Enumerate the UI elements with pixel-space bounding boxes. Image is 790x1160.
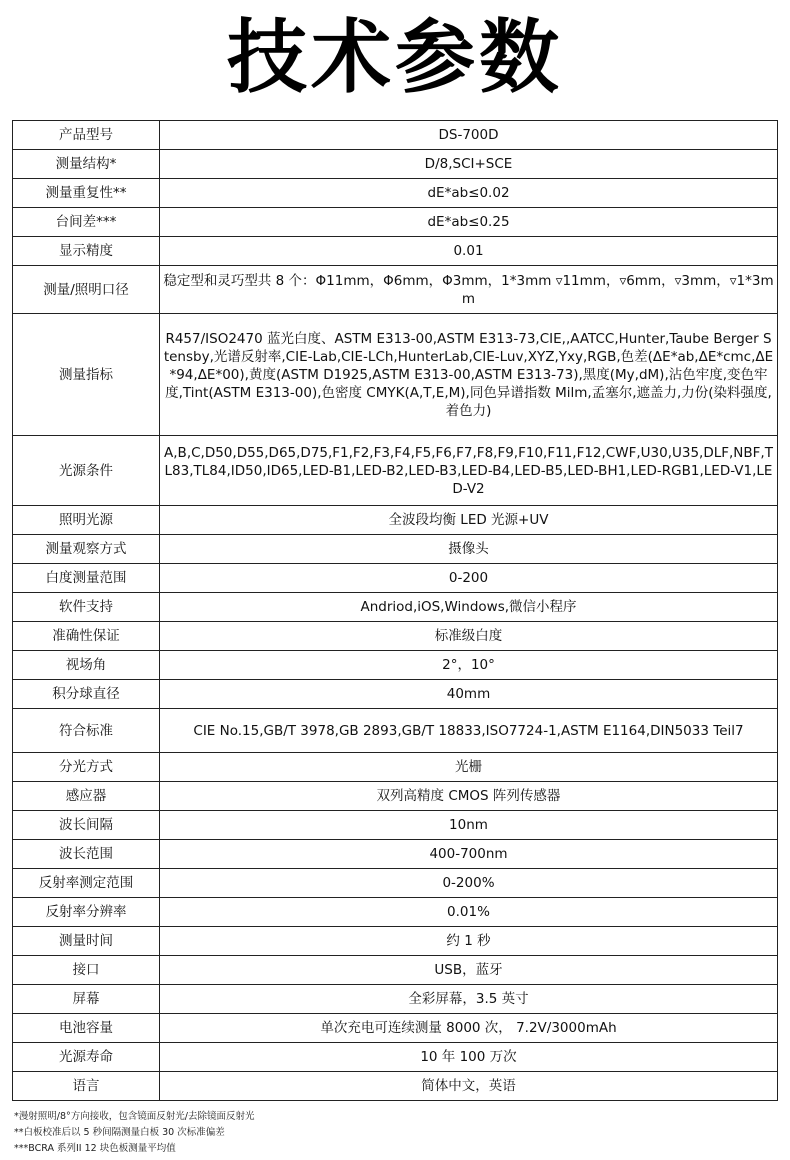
table-row xyxy=(13,869,778,898)
spec-value: dE*ab≤0.02 xyxy=(160,179,778,208)
table-row xyxy=(13,753,778,782)
table-row xyxy=(13,840,778,869)
spec-value: 10nm xyxy=(160,811,778,840)
spec-label: 光源寿命 xyxy=(13,1043,160,1072)
spec-label: 测量指标 xyxy=(13,314,160,436)
footnotes xyxy=(14,1109,774,1157)
spec-value: 全彩屏幕，3.5 英寸 xyxy=(160,985,778,1014)
spec-value: 标准级白度 xyxy=(160,622,778,651)
table-row xyxy=(13,622,778,651)
footnote: ***BCRA 系列II 12 块色板测量平均值 xyxy=(14,1143,176,1154)
spec-label: 反射率测定范围 xyxy=(13,869,160,898)
spec-label: 测量结构* xyxy=(13,150,160,179)
spec-value: 单次充电可连续测量 8000 次， 7.2V/3000mAh xyxy=(160,1014,778,1043)
spec-label: 感应器 xyxy=(13,782,160,811)
table-row xyxy=(13,208,778,237)
table-row xyxy=(13,709,778,753)
spec-value: Andriod,iOS,Windows,微信小程序 xyxy=(160,593,778,622)
spec-value: 光栅 xyxy=(160,753,778,782)
spec-value: 0-200 xyxy=(160,564,778,593)
spec-label: 电池容量 xyxy=(13,1014,160,1043)
table-row xyxy=(13,179,778,208)
page-title: 技术参数 xyxy=(227,11,563,104)
table-row xyxy=(13,506,778,535)
table-row xyxy=(13,237,778,266)
spec-label: 照明光源 xyxy=(13,506,160,535)
spec-value: 稳定型和灵巧型共 8 个：Φ11mm，Φ6mm，Φ3mm，1*3mm ▿11mm，▿6mm，▿3mm，▿1*3mm xyxy=(160,266,778,314)
spec-label: 准确性保证 xyxy=(13,622,160,651)
spec-value: 全波段均衡 LED 光源+UV xyxy=(160,506,778,535)
spec-value: 摄像头 xyxy=(160,535,778,564)
spec-value: 400-700nm xyxy=(160,840,778,869)
spec-label: 反射率分辨率 xyxy=(13,898,160,927)
spec-value: CIE No.15,GB/T 3978,GB 2893,GB/T 18833,ISO7724-1,ASTM E1164,DIN5033 Teil7 xyxy=(160,709,778,753)
spec-value: 40mm xyxy=(160,680,778,709)
table-row xyxy=(13,680,778,709)
table-row xyxy=(13,985,778,1014)
spec-value: 10 年 100 万次 xyxy=(160,1043,778,1072)
spec-value: DS-700D xyxy=(160,121,778,150)
spec-label: 语言 xyxy=(13,1072,160,1101)
spec-value: USB，蓝牙 xyxy=(160,956,778,985)
spec-label: 台间差*** xyxy=(13,208,160,237)
table-row xyxy=(13,811,778,840)
spec-label: 白度测量范围 xyxy=(13,564,160,593)
spec-label: 接口 xyxy=(13,956,160,985)
table-row xyxy=(13,121,778,150)
spec-label: 分光方式 xyxy=(13,753,160,782)
table-row xyxy=(13,266,778,314)
table-row xyxy=(13,593,778,622)
spec-label: 显示精度 xyxy=(13,237,160,266)
spec-value: 0.01% xyxy=(160,898,778,927)
spec-value: 0.01 xyxy=(160,237,778,266)
spec-label: 测量观察方式 xyxy=(13,535,160,564)
spec-label: 波长范围 xyxy=(13,840,160,869)
table-row xyxy=(13,898,778,927)
spec-value: A,B,C,D50,D55,D65,D75,F1,F2,F3,F4,F5,F6,F7,F8,F9,F10,F11,F12,CWF,U30,U35,DLF,NBF,TL83,TL84,ID50,ID65,LED-B1,LED-B2,LED-B3,LED-B4,LED-B5,LED-BH1,LED-RGB1,LED-V1,LED-V2 xyxy=(160,436,778,506)
table-row xyxy=(13,782,778,811)
table-row xyxy=(13,564,778,593)
table-row xyxy=(13,314,778,436)
table-row xyxy=(13,927,778,956)
spec-label: 测量重复性** xyxy=(13,179,160,208)
spec-label: 测量/照明口径 xyxy=(13,266,160,314)
table-row xyxy=(13,436,778,506)
table-row xyxy=(13,651,778,680)
footnote: **白板校准后以 5 秒间隔测量白板 30 次标准偏差 xyxy=(14,1127,225,1138)
table-row xyxy=(13,150,778,179)
spec-value: 约 1 秒 xyxy=(160,927,778,956)
spec-label: 符合标准 xyxy=(13,709,160,753)
spec-label: 光源条件 xyxy=(13,436,160,506)
spec-value: 2°，10° xyxy=(160,651,778,680)
table-row xyxy=(13,1014,778,1043)
table-row xyxy=(13,1072,778,1101)
table-row xyxy=(13,956,778,985)
spec-label: 视场角 xyxy=(13,651,160,680)
spec-label: 测量时间 xyxy=(13,927,160,956)
spec-value: dE*ab≤0.25 xyxy=(160,208,778,237)
footnote: *漫射照明/8°方向接收，包含镜面反射光/去除镜面反射光 xyxy=(14,1111,255,1122)
table-row xyxy=(13,1043,778,1072)
spec-label: 波长间隔 xyxy=(13,811,160,840)
spec-value: 0-200% xyxy=(160,869,778,898)
spec-value: 简体中文，英语 xyxy=(160,1072,778,1101)
spec-label: 积分球直径 xyxy=(13,680,160,709)
spec-label: 软件支持 xyxy=(13,593,160,622)
spec-value: R457/ISO2470 蓝光白度、ASTM E313-00,ASTM E313-73,CIE,,AATCC,Hunter,Taube Berger Stensby,光谱反射率,CIE-Lab,CIE-LCh,HunterLab,CIE-Luv,XYZ,Yxy,RGB,色差(ΔE*ab,ΔE*cmc,ΔE*94,ΔE*00),黄度(ASTM D1925,ASTM E313-00,ASTM E313-73),黑度(My,dM),沾色牢度,变色牢度,Tint(ASTM E313-00),色密度 CMYK(A,T,E,M),同色异谱指数 Milm,孟塞尔,遮盖力,力份(染料强度,着色力) xyxy=(160,314,778,436)
table-row xyxy=(13,535,778,564)
spec-label: 屏幕 xyxy=(13,985,160,1014)
spec-table xyxy=(12,120,778,1101)
spec-value: D/8,SCI+SCE xyxy=(160,150,778,179)
spec-label: 产品型号 xyxy=(13,121,160,150)
spec-value: 双列高精度 CMOS 阵列传感器 xyxy=(160,782,778,811)
